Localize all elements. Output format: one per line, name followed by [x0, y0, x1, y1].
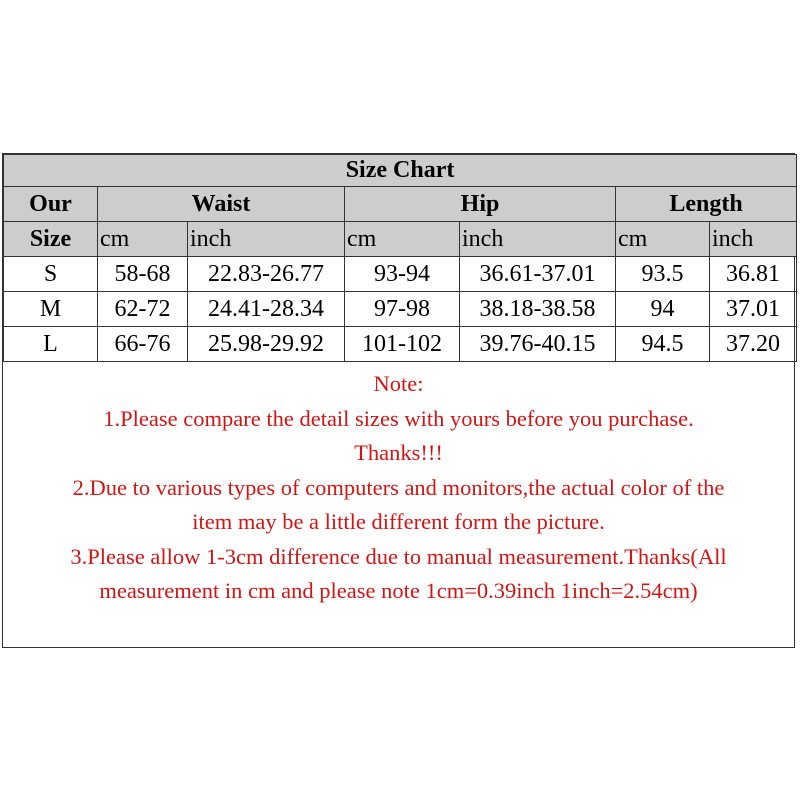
- note-line: measurement in cm and please note 1cm=0.39inch 1inch=2.54cm): [99, 578, 698, 603]
- length-cm-cell: 94: [616, 292, 710, 327]
- group-header-row: [4, 187, 797, 222]
- length-inch-header: inch: [710, 222, 797, 257]
- length-cm-cell: 93.5: [616, 257, 710, 292]
- hip-inch-cell: 38.18-38.58: [460, 292, 616, 327]
- table-row: [4, 292, 797, 327]
- waist-inch-header: inch: [188, 222, 345, 257]
- length-cm-header: cm: [616, 222, 710, 257]
- size-header-bottom: Size: [4, 222, 98, 257]
- length-inch-cell: 37.20: [710, 327, 797, 362]
- size-chart-table: [3, 154, 797, 362]
- size-header-top: Our: [4, 187, 98, 222]
- chart-title: Size Chart: [4, 155, 797, 187]
- hip-inch-cell: 36.61-37.01: [460, 257, 616, 292]
- waist-cm-cell: 66-76: [98, 327, 188, 362]
- length-header: Length: [616, 187, 797, 222]
- table-row: [4, 327, 797, 362]
- waist-header: Waist: [98, 187, 345, 222]
- note-heading: Note:: [373, 371, 424, 396]
- size-cell: L: [4, 327, 98, 362]
- length-inch-cell: 37.01: [710, 292, 797, 327]
- waist-inch-cell: 25.98-29.92: [188, 327, 345, 362]
- size-cell: S: [4, 257, 98, 292]
- hip-inch-cell: 39.76-40.15: [460, 327, 616, 362]
- size-chart-sheet: [2, 153, 795, 648]
- hip-cm-cell: 93-94: [345, 257, 460, 292]
- title-row: [4, 155, 797, 187]
- waist-cm-header: cm: [98, 222, 188, 257]
- notes-block: [3, 367, 794, 609]
- note-line: 3.Please allow 1-3cm difference due to manual measurement.Thanks(All: [70, 543, 727, 569]
- unit-header-row: [4, 222, 797, 257]
- hip-cm-header: cm: [345, 222, 460, 257]
- note-line: 2.Due to various types of computers and monitors,the actual color of the: [72, 474, 725, 500]
- length-cm-cell: 94.5: [616, 327, 710, 362]
- hip-cm-cell: 101-102: [345, 327, 460, 362]
- length-inch-cell: 36.81: [710, 257, 797, 292]
- waist-cm-cell: 62-72: [98, 292, 188, 327]
- waist-cm-cell: 58-68: [98, 257, 188, 292]
- note-line: Thanks!!!: [354, 440, 443, 465]
- table-row: [4, 257, 797, 292]
- waist-inch-cell: 24.41-28.34: [188, 292, 345, 327]
- waist-inch-cell: 22.83-26.77: [188, 257, 345, 292]
- hip-inch-header: inch: [460, 222, 616, 257]
- hip-cm-cell: 97-98: [345, 292, 460, 327]
- note-line: 1.Please compare the detail sizes with yours before you purchase.: [103, 405, 694, 431]
- note-line: item may be a little different form the picture.: [192, 509, 605, 534]
- size-cell: M: [4, 292, 98, 327]
- hip-header: Hip: [345, 187, 616, 222]
